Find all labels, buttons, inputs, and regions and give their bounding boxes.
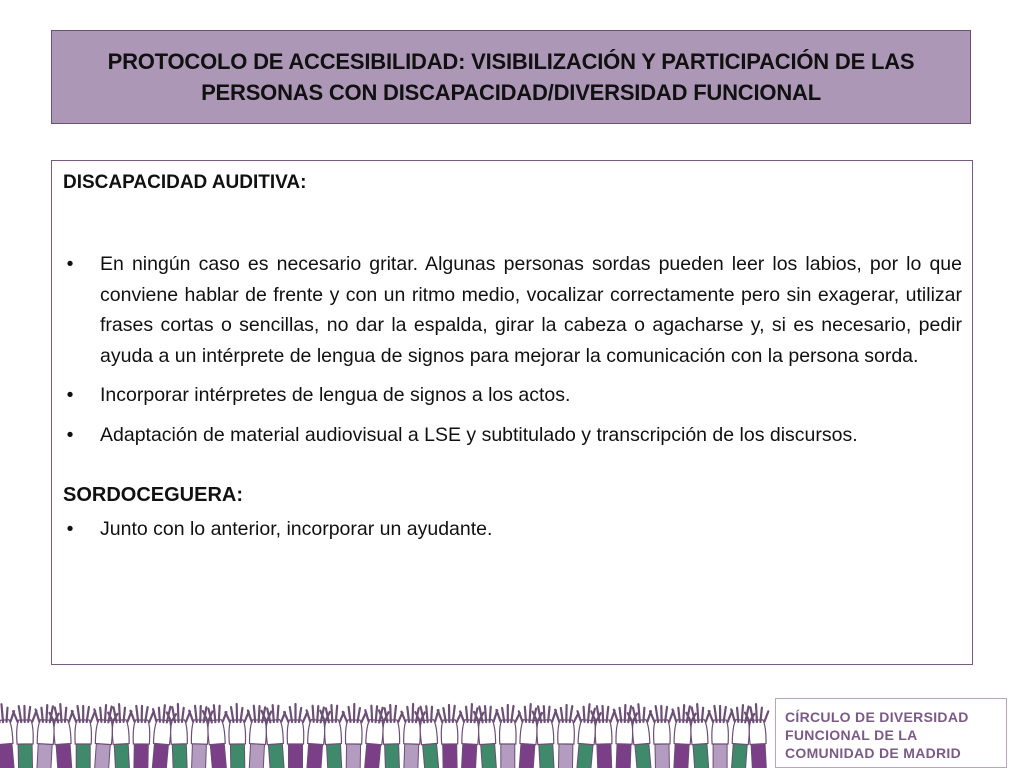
finger	[588, 704, 590, 722]
finger	[376, 706, 377, 722]
sleeve	[501, 744, 515, 768]
sleeve	[230, 744, 244, 768]
finger	[390, 705, 391, 722]
finger	[163, 705, 164, 722]
list-item	[63, 514, 962, 545]
sleeve	[95, 744, 111, 768]
finger	[603, 706, 604, 722]
sleeve	[18, 744, 32, 768]
palm	[500, 720, 517, 744]
bullet-icon: •	[66, 423, 74, 446]
sleeve	[56, 744, 72, 768]
sleeve	[713, 744, 727, 768]
palm	[133, 720, 150, 744]
palm	[75, 720, 92, 744]
palm	[170, 720, 187, 745]
finger	[105, 705, 106, 722]
sleeve	[114, 744, 129, 768]
palm	[732, 720, 750, 745]
finger	[317, 706, 318, 722]
bullet-text: Adaptación de material audiovisual a LSE y subtitulado y transcripción de los discursos.	[100, 423, 858, 446]
finger	[284, 712, 288, 722]
sleeve	[461, 744, 476, 768]
palm	[441, 720, 458, 744]
sleeve	[443, 744, 457, 768]
finger	[613, 710, 618, 722]
sleeve	[423, 743, 439, 768]
sleeve	[172, 744, 187, 768]
sleeve	[539, 744, 554, 768]
palm	[53, 720, 71, 745]
logo-line-2: FUNCIONAL DE LA	[785, 727, 918, 743]
palm	[307, 720, 325, 745]
palm	[578, 719, 597, 744]
sleeve	[404, 744, 419, 768]
finger	[1, 704, 3, 722]
sleeve	[365, 743, 381, 768]
palm	[520, 720, 538, 745]
sleeve	[616, 744, 631, 768]
palm	[324, 720, 342, 745]
sleeve	[134, 744, 148, 768]
palm	[403, 720, 420, 745]
sleeve	[597, 744, 612, 768]
sleeve	[326, 744, 341, 768]
palm	[229, 720, 246, 744]
hand-figure	[284, 704, 307, 768]
hand-figure	[709, 706, 732, 768]
finger	[438, 710, 443, 722]
bullet-icon: •	[66, 384, 74, 406]
sleeve	[481, 744, 497, 768]
hand-figure	[438, 705, 462, 768]
finger	[60, 704, 61, 722]
finger	[485, 706, 486, 722]
finger	[331, 705, 332, 722]
bullet-text: Incorporar intérpretes de lengua de signos a los actos.	[100, 384, 571, 406]
finger	[650, 711, 655, 722]
finger	[401, 712, 406, 722]
hand-figure	[591, 706, 617, 768]
hand-figure	[496, 705, 519, 768]
palm	[632, 719, 651, 744]
hand-figure	[129, 706, 153, 768]
finger	[625, 705, 626, 722]
finger	[683, 705, 684, 722]
bullet-icon: •	[66, 518, 74, 540]
sleeve	[693, 744, 709, 768]
sleeve	[37, 744, 52, 768]
hand-figure	[225, 704, 249, 768]
palm	[653, 720, 670, 744]
palm	[595, 720, 612, 745]
sleeve	[558, 744, 572, 768]
finger	[214, 705, 215, 722]
finger	[529, 704, 530, 722]
sleeve	[0, 743, 14, 768]
palm	[419, 719, 438, 744]
hand-figure	[650, 706, 674, 768]
sleeve	[655, 744, 669, 768]
finger	[709, 711, 713, 722]
finger	[200, 706, 201, 722]
finger	[555, 710, 560, 722]
finger	[225, 712, 230, 722]
hand-figure	[379, 705, 405, 768]
finger	[119, 704, 120, 722]
organization-logo	[775, 698, 1007, 768]
palm	[690, 720, 708, 745]
palm	[616, 720, 633, 745]
list-item	[63, 420, 962, 451]
finger	[638, 704, 640, 722]
finger	[697, 704, 698, 722]
finger	[412, 704, 413, 722]
list-item	[63, 249, 962, 371]
palm	[95, 720, 113, 745]
palm	[712, 720, 729, 744]
palm	[674, 720, 692, 745]
section-heading-auditiva: DISCAPACIDAD AUDITIVA:	[63, 172, 307, 193]
finger	[742, 705, 743, 722]
sleeve	[519, 744, 535, 768]
logo-line-3: COMUNIDAD DE MADRID	[785, 745, 962, 761]
bullet-icon: •	[66, 253, 74, 275]
bullet-text: Junto con lo anterior, incorporar un ayudante.	[100, 518, 493, 540]
hand-figure	[166, 704, 192, 768]
sleeve	[307, 744, 323, 768]
finger	[13, 711, 18, 722]
finger	[496, 710, 500, 722]
sleeve	[152, 743, 168, 768]
finger	[178, 704, 179, 722]
sleeve	[76, 744, 90, 768]
hand-figure	[13, 706, 37, 768]
hand-figure	[342, 704, 366, 768]
raised-hands-illustration	[0, 696, 772, 768]
sleeve	[635, 743, 651, 768]
palm	[153, 719, 172, 744]
sleeve	[210, 743, 226, 768]
finger	[46, 705, 47, 722]
bullet-list-sordoceguera	[63, 514, 962, 545]
finger	[273, 705, 274, 722]
palm	[536, 720, 554, 745]
raised-hands-icon	[0, 696, 772, 768]
palm	[207, 719, 226, 744]
finger	[756, 704, 757, 722]
sleeve	[385, 744, 400, 768]
sleeve	[289, 744, 303, 768]
bullet-text: En ningún caso es necesario gritar. Algunas personas sordas pueden leer los labios, por lo que conviene hablar de frente y con un ritmo medio, vocalizar correctamente pero sin exagerar, utilizar frases cortas o sencillas, no dar la espalda, girar la cabeza o agacharse y, si es necesario, pedir ayuda a un intérprete de lengua de signos para mejorar la comunicación con la persona sorda.	[100, 253, 962, 367]
palm	[37, 720, 55, 745]
palm	[191, 720, 208, 745]
hand-figure	[72, 706, 95, 768]
slide-title: PROTOCOLO DE ACCESIBILIDAD: VISIBILIZACIÓN Y PARTICIPACIÓN DE LAS PERSONAS CON DISCAPACIDAD/DIVERSIDAD FUNCIONAL	[107, 49, 915, 105]
sleeve	[249, 744, 264, 768]
logo-line-1: CÍRCULO DE DIVERSIDAD	[785, 709, 969, 725]
palm	[112, 720, 130, 745]
title-banner	[51, 30, 971, 124]
sleeve	[751, 744, 766, 768]
list-item	[63, 380, 962, 411]
palm	[16, 720, 33, 744]
palm	[749, 720, 767, 745]
palm	[265, 720, 283, 745]
content-panel	[51, 160, 973, 665]
sleeve	[731, 744, 747, 768]
finger	[189, 711, 194, 722]
finger	[72, 711, 76, 722]
finger	[471, 704, 472, 722]
sleeve	[268, 744, 284, 768]
sleeve	[346, 744, 360, 768]
finger	[130, 711, 135, 722]
palm	[0, 719, 13, 744]
sleeve	[674, 744, 689, 768]
sleeve	[192, 744, 207, 768]
palm	[366, 719, 385, 744]
section-heading-sordoceguera: SORDOCEGUERA:	[63, 484, 244, 506]
finger	[544, 706, 545, 722]
finger	[259, 706, 260, 722]
palm	[382, 720, 399, 745]
palm	[249, 720, 267, 745]
sleeve	[577, 743, 593, 768]
finger	[343, 712, 348, 722]
palm	[478, 720, 496, 745]
palm	[287, 720, 304, 744]
palm	[345, 720, 362, 744]
finger	[426, 706, 427, 722]
bullet-list-auditiva	[63, 249, 962, 450]
palm	[462, 720, 480, 745]
finger	[764, 711, 769, 721]
hand-figure	[554, 705, 578, 768]
palm	[558, 720, 575, 744]
